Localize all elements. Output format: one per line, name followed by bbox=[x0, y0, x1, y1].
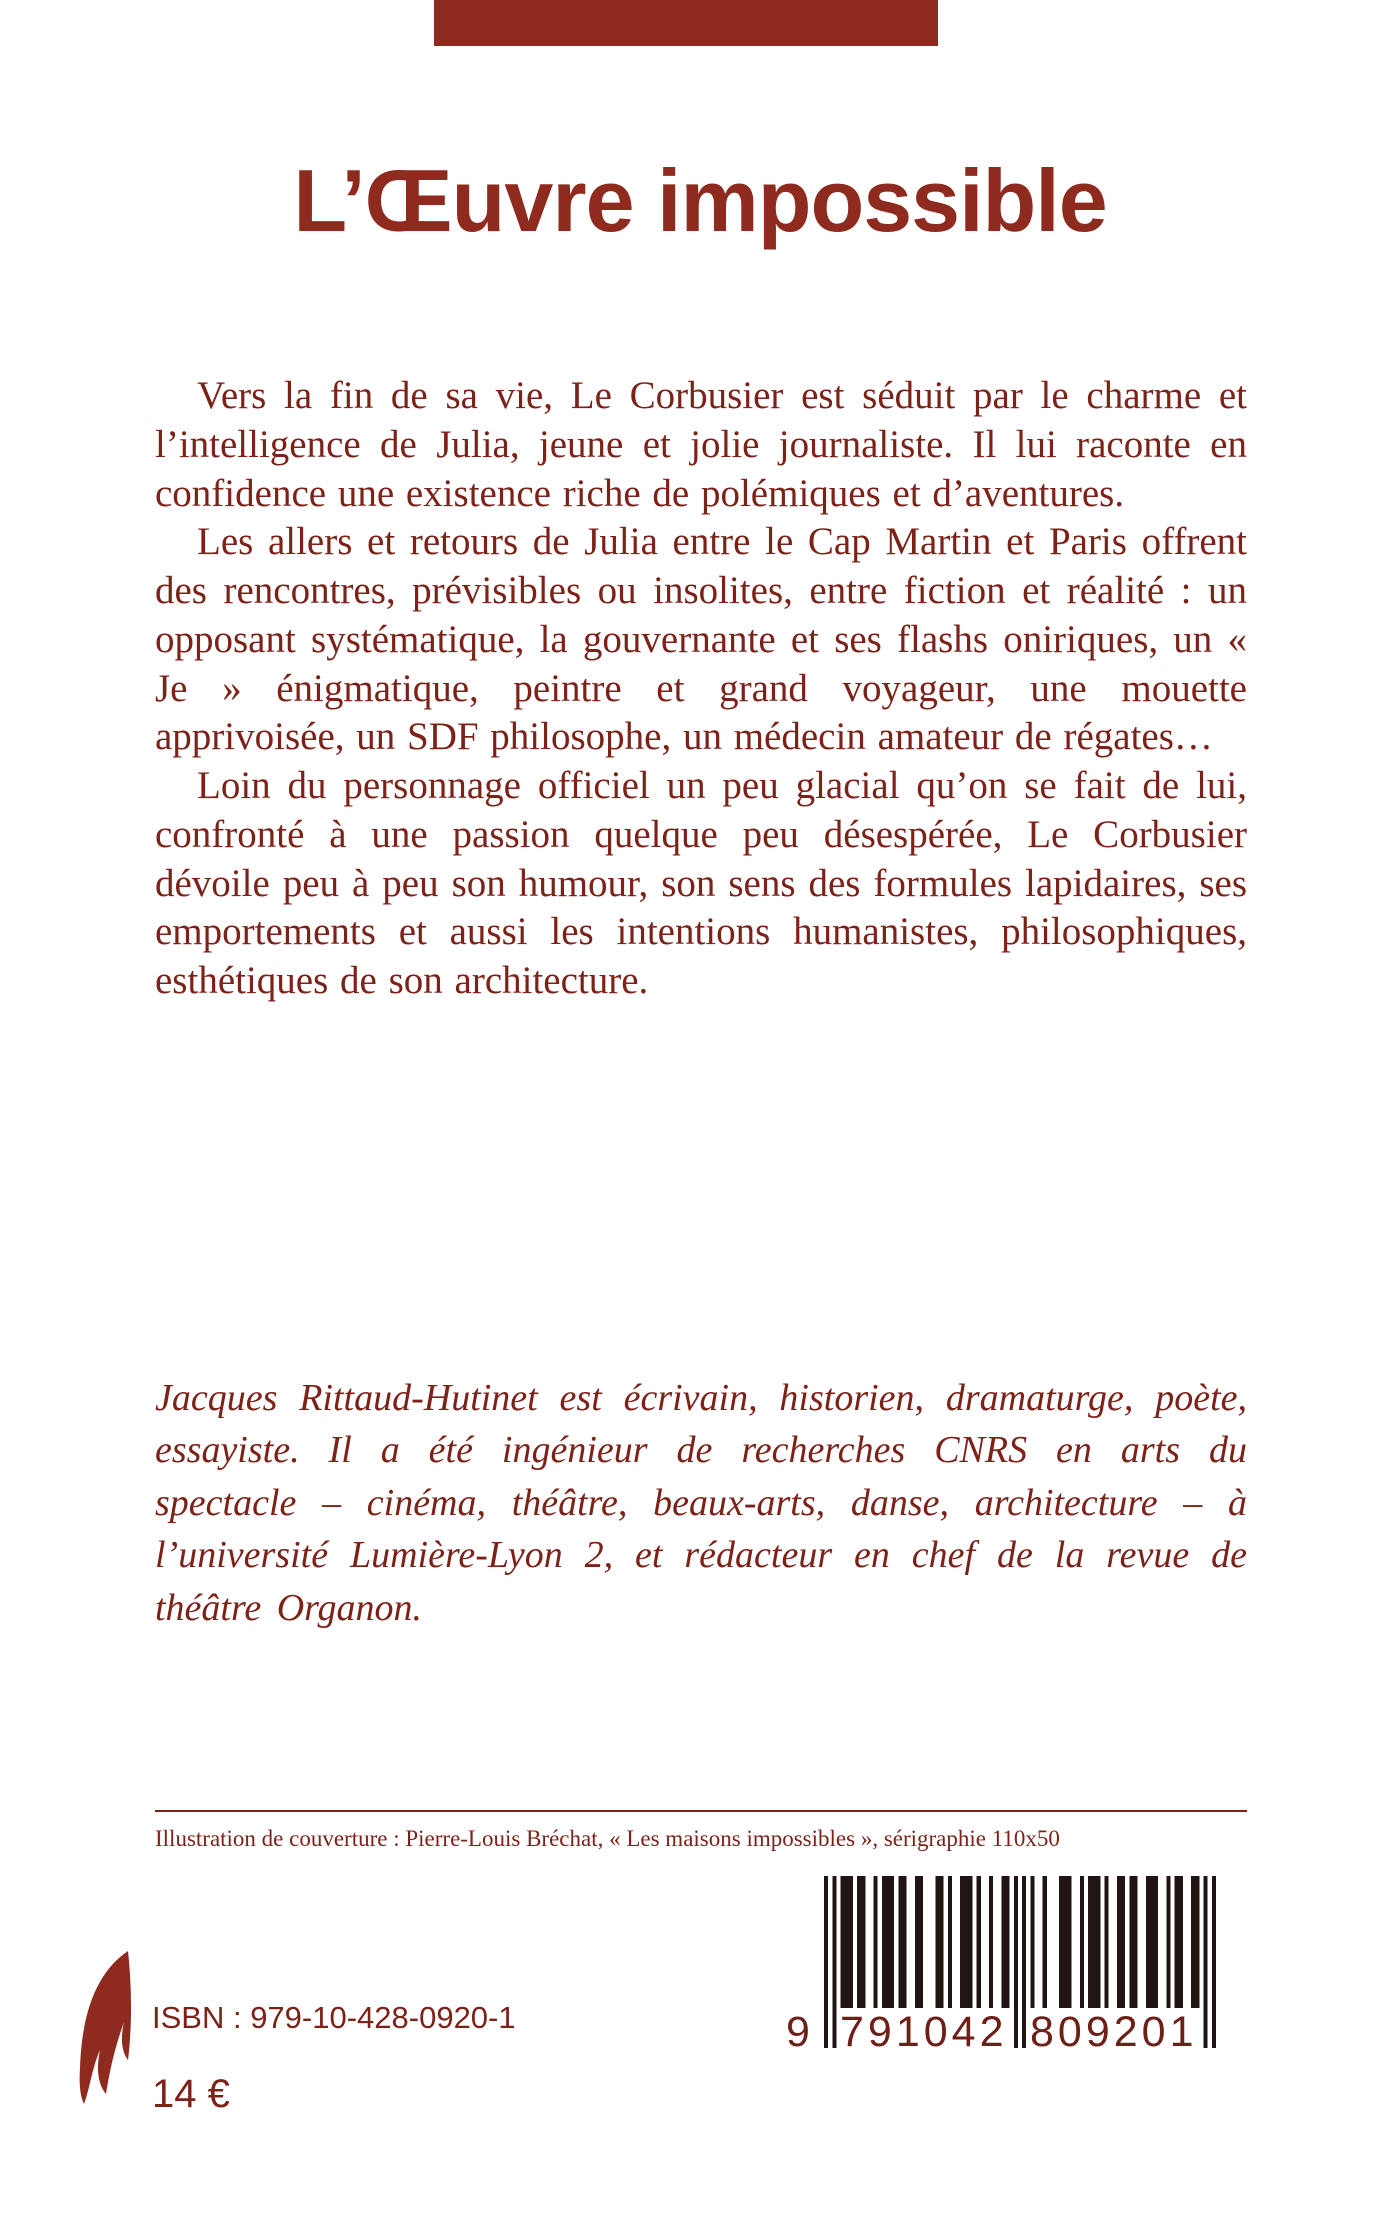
cover-illustration-credit: Illustration de couverture : Pierre-Louis Bréchat, « Les maisons impossibles », sérigraphie 110x50 bbox=[155, 1826, 1060, 1851]
isbn-text: ISBN : 979-10-428-0920-1 bbox=[152, 2000, 516, 2035]
synopsis-paragraph: Vers la fin de sa vie, Le Corbusier est séduit par le charme et l’intelligence de Julia, jeune et jolie journaliste. Il lui raconte en confidence une existence riche de polémiques et d’aventures. bbox=[155, 374, 1247, 515]
barcode-digits-left: 791042 bbox=[840, 2008, 1008, 2056]
barcode-digits-right: 809201 bbox=[1030, 2008, 1198, 2056]
synopsis-paragraph: Loin du personnage officiel un peu glacial qu’on se fait de lui, confronté à une passion quelque peu désespérée, Le Corbusier dévoile peu à peu son humour, son sens des formules lapidaires, ses emportements et aussi les intentions humanistes, philosophiques, esthétiques de son architecture. bbox=[155, 764, 1247, 1002]
synopsis bbox=[155, 372, 1247, 1006]
synopsis-paragraph: Les allers et retours de Julia entre le Cap Martin et Paris offrent des rencontres, prévisibles ou insolites, entre fiction et réalité : un opposant systématique, la gouvernante et ses flashs oniriques, un « Je » énigmatique, peintre et grand voyageur, une mouette apprivoisée, un SDF philosophe, un médecin amateur de régates… bbox=[155, 520, 1247, 759]
divider-rule bbox=[155, 1810, 1247, 1812]
barcode-digit-first: 9 bbox=[786, 2008, 810, 2056]
spine-color-bar bbox=[434, 0, 938, 46]
publisher-quill-logo-icon bbox=[72, 1948, 136, 2106]
price-text: 14 € bbox=[152, 2072, 230, 2116]
author-bio: Jacques Rittaud-Hutinet est écrivain, historien, dramaturge, poète, essayiste. Il a été ingénieur de recherches CNRS en arts du spectacle – cinéma, théâtre, beaux-arts, danse, architecture – à l’université Lumière-Lyon 2, et rédacteur en chef de la revue de théâtre Organon. bbox=[155, 1377, 1247, 1629]
barcode bbox=[786, 1876, 1216, 2081]
book-title: L’Œuvre impossible bbox=[293, 151, 1107, 250]
